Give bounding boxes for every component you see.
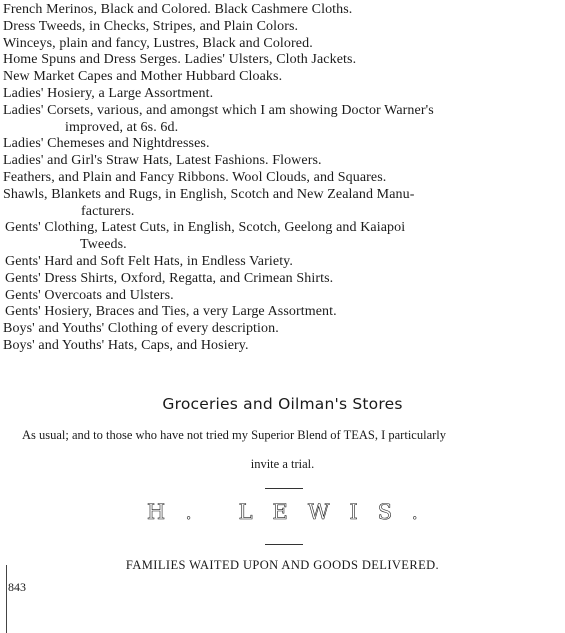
list-item-continuation: improved, at 6s. 6d. [65, 119, 179, 135]
list-item [3, 2, 563, 19]
advert-reference-number: 843 [8, 580, 26, 594]
list-item [3, 321, 563, 338]
list-item [3, 304, 563, 321]
list-item-text: Feathers, and Plain and Fancy Ribbons. Wool Clouds, and Squares. [3, 169, 387, 185]
list-item [3, 338, 563, 355]
list-item [3, 69, 563, 86]
list-item-text: Gents' Hosiery, Braces and Ties, a very Large Assortment. [5, 304, 337, 320]
list-item [3, 103, 563, 137]
list-item [3, 170, 563, 187]
divider-rule [265, 544, 303, 545]
delivery-notice: FAMILIES WAITED UPON AND GOODS DELIVERED. [125, 558, 440, 572]
list-item [3, 288, 563, 305]
list-item-text: Winceys, plain and fancy, Lustres, Black and Colored. [3, 35, 313, 51]
list-item-text: Ladies' and Girl's Straw Hats, Latest Fashions. Flowers. [3, 153, 322, 169]
list-item [3, 19, 563, 36]
list-item-text: Gents' Overcoats and Ulsters. [5, 287, 174, 303]
list-item-text: Boys' and Youths' Hats, Caps, and Hosiery. [3, 337, 249, 353]
list-item-text: French Merinos, Black and Colored. Black Cashmere Cloths. [3, 2, 353, 17]
section-note-continuation: invite a trial. [250, 457, 315, 471]
list-item [3, 153, 563, 170]
list-item-text: Gents' Dress Shirts, Oxford, Regatta, and Crimean Shirts. [5, 270, 334, 286]
list-item [3, 187, 563, 221]
list-item-continuation: Tweeds. [80, 237, 127, 253]
list-item [3, 36, 563, 53]
list-item-text: Gents' Clothing, Latest Cuts, in English, Scotch, Geelong and Kaiapoi [5, 220, 406, 236]
list-item-text: Gents' Hard and Soft Felt Hats, in Endless Variety. [5, 253, 293, 269]
section-note: As usual; and to those who have not tried my Superior Blend of TEAS, I particularly [22, 428, 446, 442]
list-item [3, 52, 563, 69]
list-item-text: Shawls, Blankets and Rugs, in English, Scotch and New Zealand Manu- [3, 186, 415, 202]
list-item [3, 86, 563, 103]
list-item-text: Dress Tweeds, in Checks, Stripes, and Plain Colors. [3, 18, 299, 34]
list-item-text: Ladies' Chemeses and Nightdresses. [3, 136, 210, 152]
column-rule [6, 565, 7, 633]
goods-list [3, 2, 563, 355]
divider-rule [265, 488, 303, 489]
list-item-continuation: facturers. [81, 203, 135, 219]
list-item-text: Ladies' Hosiery, a Large Assortment. [3, 85, 214, 101]
list-item [3, 254, 563, 271]
list-item-text: Home Spuns and Dress Serges. Ladies' Ulsters, Cloth Jackets. [3, 52, 357, 68]
section-heading: Groceries and Oilman's Stores [162, 395, 403, 413]
merchant-name: H. LEWIS. [146, 500, 439, 524]
list-item-text: Boys' and Youths' Clothing of every description. [3, 321, 279, 337]
list-item-text: Ladies' Corsets, various, and amongst which I am showing Doctor Warner's [3, 102, 434, 118]
list-item [3, 136, 563, 153]
list-item [3, 271, 563, 288]
list-item [3, 220, 563, 254]
list-item-text: New Market Capes and Mother Hubbard Cloaks. [3, 69, 283, 85]
